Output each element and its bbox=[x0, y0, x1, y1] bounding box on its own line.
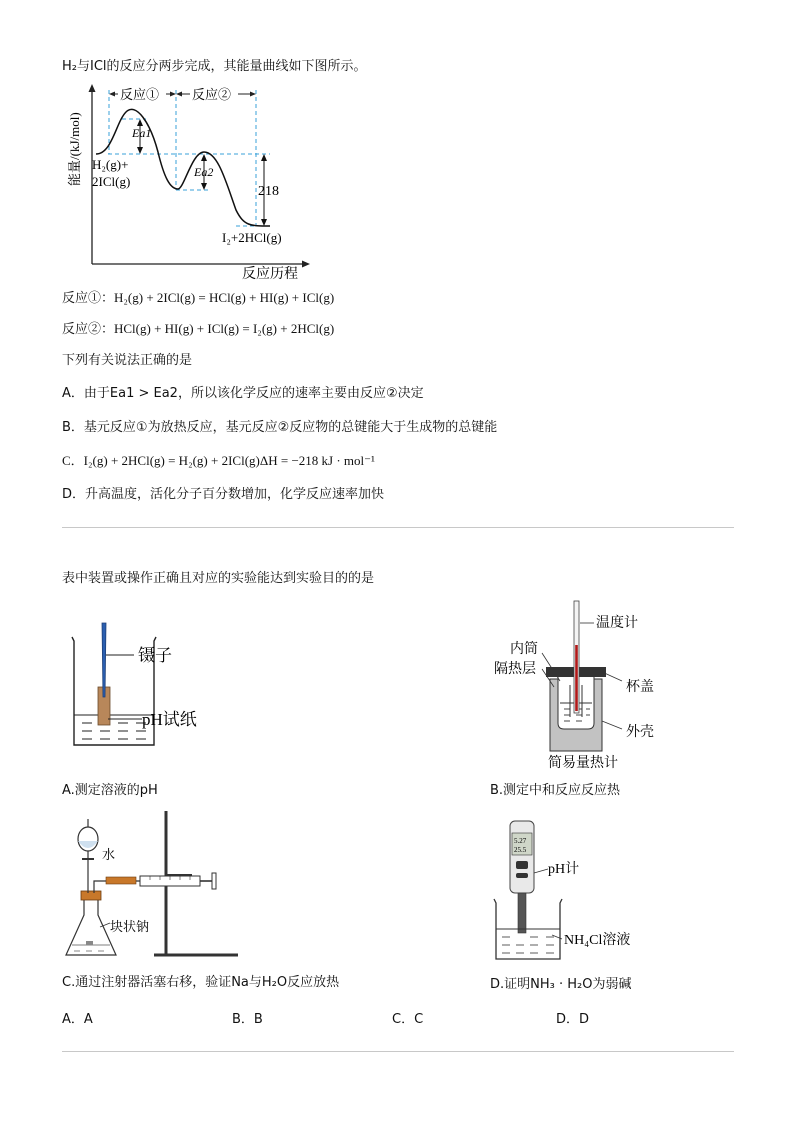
option-b[interactable]: B．基元反应①为放热反应，基元反应②反应物的总键能大于生成物的总键能 bbox=[62, 420, 498, 435]
ea1-label: Ea1 bbox=[132, 126, 152, 140]
inner-cylinder-label: 内筒 bbox=[510, 642, 538, 657]
choice-d[interactable]: D．D bbox=[556, 1012, 590, 1027]
ph-meter-label: pH计 bbox=[548, 862, 580, 877]
water-label: 水 bbox=[102, 847, 116, 862]
shell-label: 外壳 bbox=[626, 725, 654, 740]
option-c[interactable]: C．I₂(g) + 2HCl(g) = H₂(g) + 2ICl(g)ΔH = −218 kJ · mol⁻¹ bbox=[62, 453, 375, 468]
caption-d: D.证明NH₃ · H₂O为弱碱 bbox=[490, 977, 632, 992]
divider-bottom bbox=[62, 1051, 734, 1052]
choice-b[interactable]: B．B bbox=[232, 1012, 263, 1027]
tweezers-label: 镊子 bbox=[138, 646, 172, 665]
ph-meter bbox=[510, 821, 534, 893]
figure-a-ph-test bbox=[62, 615, 232, 755]
meter-reading-bottom: 25.5 bbox=[514, 846, 527, 854]
q1-stem: H₂与ICl的反应分两步完成，其能量曲线如下图所示。 bbox=[62, 59, 367, 74]
ea2-label: Ea2 bbox=[194, 165, 214, 179]
q2-stem: 表中装置或操作正确且对应的实验能达到实验目的的是 bbox=[62, 571, 375, 586]
reactants-line2: 2ICl(g) bbox=[92, 174, 131, 189]
calorimeter-title: 简易量热计 bbox=[548, 756, 618, 771]
choice-a[interactable]: A．A bbox=[62, 1012, 93, 1027]
lid-label: 杯盖 bbox=[626, 680, 654, 695]
products-label: I₂+2HCl(g) bbox=[222, 230, 282, 245]
step2-label: 反应② bbox=[192, 87, 232, 102]
option-d[interactable]: D．升高温度，活化分子百分数增加，化学反应速率加快 bbox=[62, 487, 385, 502]
delta-h-value: 218 bbox=[258, 184, 279, 199]
insulation-label: 隔热层 bbox=[494, 662, 536, 677]
caption-c: C.通过注射器活塞右移，验证Na与H₂O反应放热 bbox=[62, 975, 340, 990]
sodium-label: 块状钠 bbox=[110, 919, 150, 934]
option-a[interactable]: A．由于Ea1 > Ea2，所以该化学反应的速率主要由反应②决定 bbox=[62, 386, 424, 401]
step1-label: 反应① bbox=[120, 87, 160, 102]
thermometer-label: 温度计 bbox=[596, 616, 638, 631]
figure-d-ph-meter bbox=[490, 815, 670, 965]
figure-c-sodium-water bbox=[60, 805, 290, 965]
divider bbox=[62, 527, 734, 528]
q1-prompt: 下列有关说法正确的是 bbox=[62, 353, 193, 368]
caption-b: B.测定中和反应反应热 bbox=[490, 783, 621, 798]
x-axis-label: 反应历程 bbox=[242, 267, 298, 282]
ph-paper-label: pH试纸 bbox=[142, 710, 197, 729]
reaction-1: 反应①：H₂(g) + 2ICl(g) = HCl(g) + HI(g) + ICl(g) bbox=[62, 290, 335, 305]
nh4cl-label: NH₄Cl溶液 bbox=[564, 933, 631, 948]
y-axis-label: 能量/(kJ/mol) bbox=[67, 112, 82, 186]
caption-a: A.测定溶液的pH bbox=[62, 783, 158, 798]
tweezers bbox=[102, 623, 106, 697]
meter-reading-top: 5.27 bbox=[514, 837, 527, 845]
reactants-line1: H₂(g)+ bbox=[92, 157, 129, 172]
energy-diagram bbox=[60, 82, 320, 282]
figure-b-calorimeter bbox=[490, 595, 690, 775]
reaction-2: 反应②：HCl(g) + HI(g) + ICl(g) = I₂(g) + 2HCl(g) bbox=[62, 321, 335, 336]
choice-c[interactable]: C．C bbox=[392, 1012, 424, 1027]
